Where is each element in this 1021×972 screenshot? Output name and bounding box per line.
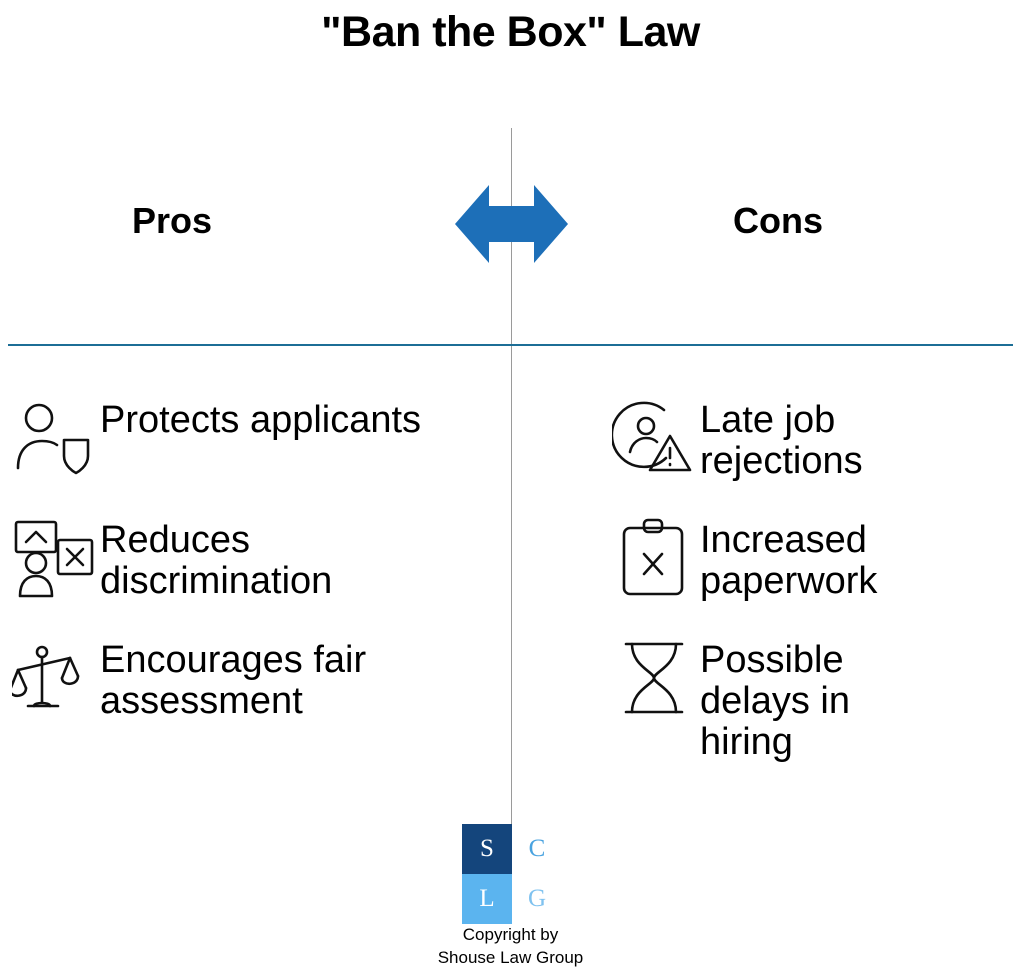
double-arrow-icon bbox=[455, 175, 568, 273]
list-item bbox=[608, 392, 1021, 484]
shouse-law-group-logo bbox=[462, 824, 562, 924]
logo-cell-g: G bbox=[512, 874, 562, 924]
logo-cell-s: S bbox=[462, 824, 512, 874]
list-item bbox=[608, 632, 1021, 763]
person-warning-icon bbox=[608, 392, 700, 484]
list-item-label: Encourages fair assessment bbox=[100, 639, 367, 723]
horizontal-divider bbox=[8, 344, 1013, 346]
list-item bbox=[8, 512, 478, 604]
scales-balance-icon bbox=[8, 632, 100, 724]
copyright-notice bbox=[0, 924, 1021, 970]
column-heading-pros: Pros bbox=[132, 200, 213, 241]
list-item-label: Protects applicants bbox=[100, 399, 422, 441]
pros-list bbox=[8, 392, 478, 752]
page-title: "Ban the Box" Law bbox=[321, 8, 700, 56]
copyright-line-2: Shouse Law Group bbox=[437, 947, 584, 967]
list-item bbox=[8, 632, 478, 724]
person-no-discrimination-icon bbox=[8, 512, 100, 604]
person-shield-icon bbox=[8, 392, 100, 484]
logo-cell-c: C bbox=[512, 824, 562, 874]
list-item-label: Late job rejections bbox=[700, 399, 863, 483]
list-item-label: Possible delays in hiring bbox=[700, 639, 850, 764]
list-item bbox=[8, 392, 478, 484]
cons-list bbox=[608, 392, 1021, 791]
list-item-label: Reduces discrimination bbox=[100, 519, 333, 603]
column-heading-cons: Cons bbox=[733, 200, 823, 241]
copyright-line-1: Copyright by bbox=[462, 925, 559, 944]
clipboard-x-icon bbox=[608, 512, 700, 604]
list-item-label: Increased paperwork bbox=[700, 519, 878, 603]
hourglass-icon bbox=[608, 632, 700, 724]
list-item bbox=[608, 512, 1021, 604]
logo-cell-l: L bbox=[462, 874, 512, 924]
